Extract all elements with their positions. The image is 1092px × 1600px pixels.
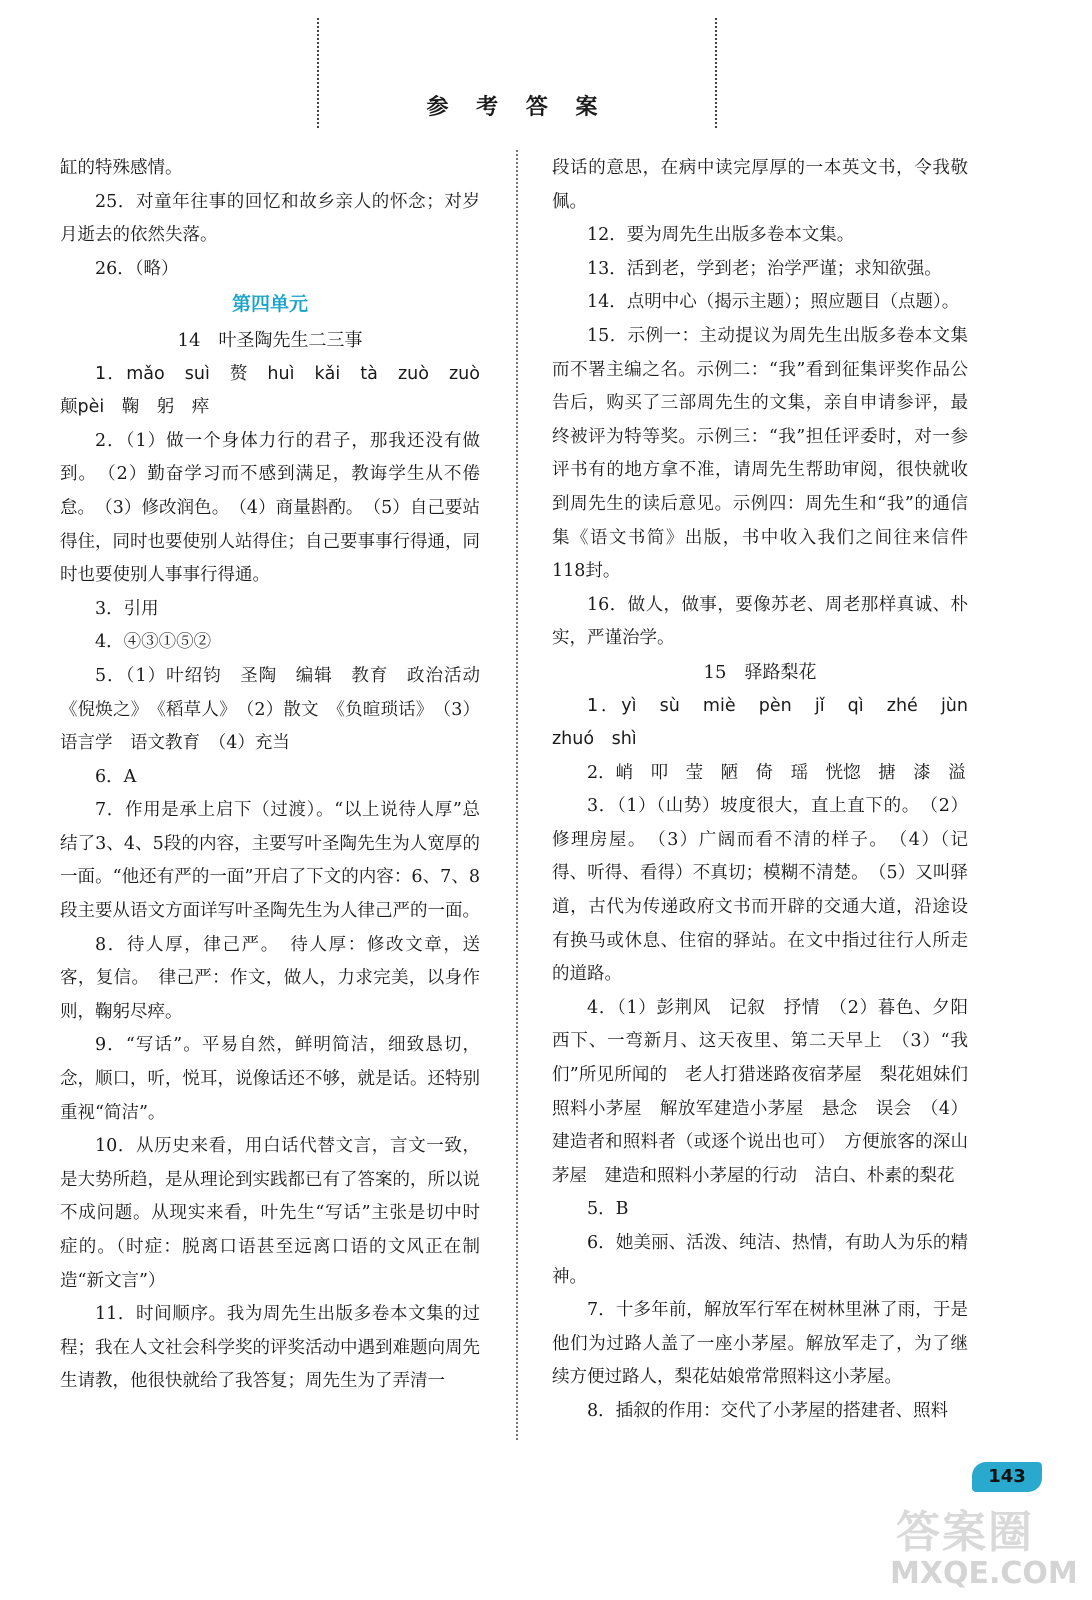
answer-2: 2．峭 叩 莹 陋 倚 瑶 恍惚 搪 漆 溢 — [587, 762, 966, 783]
answer-5: 5．B — [587, 1199, 629, 1220]
right-column — [552, 152, 986, 1429]
answer-14: 14．点明中心（揭示主题）；照应题目（点题）。 — [587, 292, 960, 313]
lesson-15-title: 15 驿路梨花 — [703, 661, 817, 683]
page-number: 143 — [972, 1462, 1042, 1492]
answer-8: 8．待人厚，律己严。 待人厚：修改文章，送客，复信。 律己严：作文，做人，力求完美，以身作则，鞠躬尽瘁。 — [60, 934, 480, 1022]
page-title: 参 考 答 案 — [426, 95, 608, 120]
left-column — [60, 152, 498, 1399]
answer-5: 5．（1）叶绍钧 圣陶 编辑 教育 政治活动《倪焕之》 《稻草人》 （2）散文 《负暄琐话》 （3）语言学 语文教育 （4）充当 — [60, 665, 480, 754]
answer-8: 8．插叙的作用：交代了小茅屋的搭建者、照料 — [587, 1400, 949, 1421]
answer-1: 1．mǎo suì 赘 huì kǎi tà zuò zuò 颠pèi 鞠 躬 瘁 — [60, 363, 498, 418]
lesson-14-title: 14 叶圣陶先生二三事 — [177, 329, 363, 351]
answer-4: 4．（1）彭荆风 记叙 抒情 （2）暮色、夕阳西下、一弯新月、这天夜里、第二天早上 （3）“我们”所见所闻的 老人打猎迷路夜宿茅屋 梨花姐妹们照料小茅屋 解放军建造小茅屋 悬念 误会 （4）建造者和照料者（或逐个说出也可） 方便旅客的深山茅屋 建造和照料小茅屋的行动 洁白、朴素的梨花 — [552, 997, 968, 1186]
answer-7: 7．作用是承上启下（过渡）。“以上说待人厚”总结了3、4、5段的内容，主要写叶圣陶先生为人宽厚的一面。“他还有严的一面”开启了下文的内容：6、7、8段主要从语文方面详写叶圣陶先生为人律己严的一面。 — [60, 800, 480, 922]
watermark-url: MXQE.COM — [890, 1556, 1078, 1591]
answer-25: 25．对童年往事的回忆和故乡亲人的怀念；对岁月逝去的依然失落。 — [60, 191, 480, 246]
answer-text: 段话的意思，在病中读完厚厚的一本英文书，令我敬佩。 — [552, 158, 968, 212]
answer-4: 4．④③①⑤② — [95, 632, 212, 653]
answer-10: 10．从历史来看，用白话代替文言，言文一致，是大势所趋，是从理论到实践都已有了答案的，所以说不成问题。从现实来看，叶先生“写话”主张是切中时症的。（时症：脱离口语甚至远离口语的文风正在制造“新文言”） — [60, 1136, 480, 1291]
answer-6: 6．她美丽、活泼、纯洁、热情，有助人为乐的精神。 — [552, 1233, 968, 1287]
answer-15: 15．示例一：主动提议为周先生出版多卷本文集而不署主编之名。示例二：“我”看到征集评奖作品公告后，购买了三部周先生的文集，亲自申请参评，最终被评为特等奖。示例三：“我”担任评委时，对一参评书有的地方拿不准，请周先生帮助审阅，很快就收到周先生的读后意见。示例四：周先生和“我”的通信集《语文书简》出版，书中收入我们之间往来信件118封。 — [552, 325, 968, 582]
answer-3: 3．（1）（山势）坡度很大，直上直下的。 （2）修理房屋。 （3）广阔而看不清的样子。 （4）（记得、听得、看得）不真切；模糊不清楚。 （5）又叫驿道，古代为传递政府文书而开辟的交通大道，沿途设有换马或休息、住宿的驿站。在文中指过往行人所走的道路。 — [552, 796, 968, 985]
answer-6: 6．A — [95, 766, 137, 787]
answer-1: 1．yì sù miè pèn jǐ qì zhé jùn zhuó shì — [552, 695, 986, 750]
answer-11: 11．时间顺序。我为周先生出版多卷本文集的过程；我在人文社会科学奖的评奖活动中遇到难题向周先生请教，他很快就给了我答复；周先生为了弄清一 — [60, 1304, 480, 1392]
answer-26: 26．（略） — [95, 258, 179, 279]
answer-13: 13．活到老，学到老；治学严谨；求知欲强。 — [587, 258, 942, 279]
answer-12: 12．要为周先生出版多卷本文集。 — [587, 225, 855, 246]
answer-16: 16．做人，做事，要像苏老、周老那样真诚、朴实，严谨治学。 — [552, 594, 968, 649]
watermark-logo: 答案圈 — [896, 1507, 1034, 1558]
unit-title: 第四单元 — [231, 293, 308, 316]
answer-7: 7．十多年前，解放军行军在树林里淋了雨，于是他们为过路人盖了一座小茅屋。解放军走了，为了继续方便过路人，梨花姑娘常常照料这小茅屋。 — [552, 1300, 968, 1388]
answer-9: 9．“写话”。平易自然，鲜明简洁，细致恳切，念，顺口，听，悦耳，说像话还不够，就是话。还特别重视“简洁”。 — [60, 1035, 480, 1123]
answer-text: 缸的特殊感情。 — [60, 158, 183, 178]
page-header — [317, 18, 717, 128]
column-divider — [516, 150, 518, 1440]
answer-2: 2．（1）做一个身体力行的君子，那我还没有做到。 （2）勤奋学习而不感到满足，教诲学生从不倦怠。 （3）修改润色。 （4）商量斟酌。 （5）自己要站得住，同时也要使别人站得住；自己要事事行得通，同时也要使别人事事行得通。 — [60, 430, 480, 586]
answer-3: 3．引用 — [95, 598, 159, 619]
